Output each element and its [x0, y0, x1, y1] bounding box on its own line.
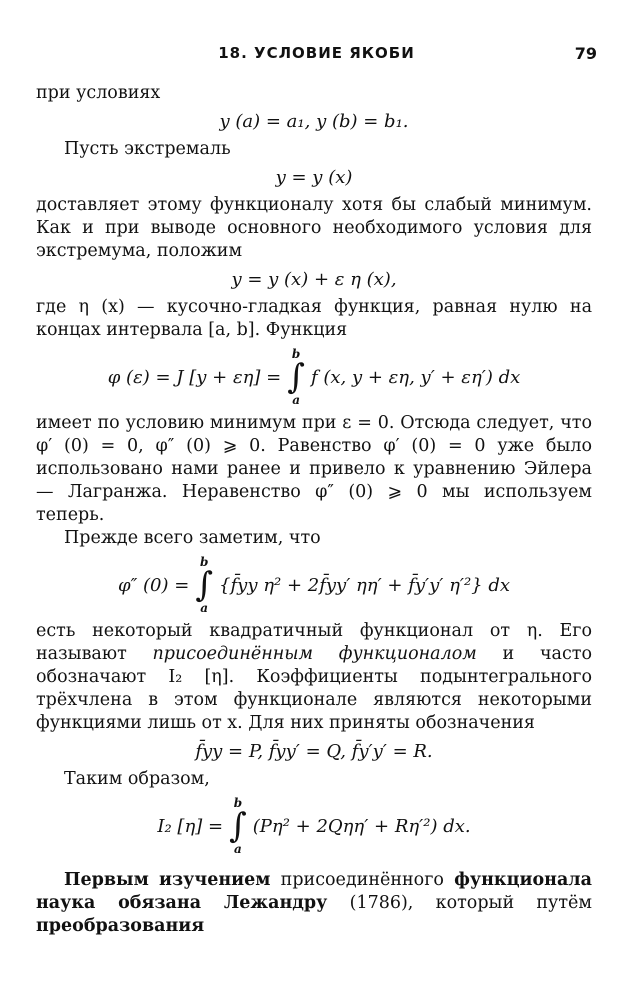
integral-lower-limit: a [200, 601, 209, 615]
paragraph-eta: где η (x) — кусочно-гладкая функция, равная нулю на концах интервала [a, b]. Функция [36, 297, 592, 340]
integral-sign: b ∫ a [229, 796, 247, 856]
formula-notation: f̄yy = P, f̄yy′ = Q, f̄y′y′ = R. [195, 741, 433, 762]
integral-sign: b ∫ a [195, 555, 214, 615]
formula-second-variation-integrand: {f̄yy η² + 2f̄yy′ ηη′ + f̄y′y′ η′²} dx [219, 574, 511, 596]
formula-i2 [36, 797, 592, 855]
text-bold: функционала наука обязана Лежандру [36, 870, 592, 913]
formula-variation: y = y (x) + ε η (x), [231, 269, 397, 290]
formula-second-variation-left: φ″ (0) = [117, 574, 190, 596]
formula-second-variation [36, 556, 592, 614]
paragraph-quadratic-functional [36, 620, 592, 735]
text-bold: Первым [64, 870, 149, 890]
page-number: 79 [574, 44, 597, 63]
text-run: и часто обозначают I₂ [η]. Коэффициенты подынтегрального трёхчлена в этом функционале являются некоторыми функциями лишь от x. Для них приняты обозначения [36, 644, 592, 733]
formula-phi-functional [36, 348, 592, 406]
text-bold: изучением [159, 870, 271, 890]
text-run: присоединённого [270, 870, 455, 890]
paragraph-legendre [36, 869, 592, 938]
term-accessory-functional: присоединённым функционалом [152, 644, 477, 664]
paragraph-conditions-phi: имеет по условию минимум при ε = 0. Отсюда следует, что φ′ (0) = 0, φ″ (0) ⩾ 0. Равенство φ′ (0) = 0 уже было использовано нами ранее и привело к уравнению Эйлера — Лагранжа. Неравенство φ″ (0) ⩾ 0 мы используем теперь. [36, 413, 592, 525]
text-bold: преобразования [36, 916, 205, 936]
paragraph-conditions: при условиях [36, 83, 161, 103]
paragraph-minimum: доставляет этому функционалу хотя бы слабый минимум. Как и при выводе основного необходимого условия для экстремума, положим [36, 195, 592, 261]
integral-upper-limit: b [291, 347, 301, 361]
page-body [36, 82, 592, 938]
formula-boundary-conditions: y (a) = a₁, y (b) = b₁. [219, 111, 409, 132]
integral-upper-limit: b [233, 796, 243, 810]
text-run [149, 870, 159, 890]
paragraph-first-note: Прежде всего заметим, что [64, 528, 321, 548]
formula-phi-integrand: f (x, y + εη, y′ + εη′) dx [310, 366, 521, 388]
integral-sign: b ∫ a [287, 347, 305, 407]
paragraph-extremal: Пусть экстремаль [64, 139, 231, 159]
paragraph-thus: Таким образом, [64, 769, 210, 789]
formula-phi-left: φ (ε) = J [y + εη] = [107, 366, 282, 388]
formula-i2-integrand: (Pη² + 2Qηη′ + Rη′²) dx. [252, 815, 471, 837]
integral-lower-limit: a [234, 842, 242, 856]
formula-extremal: y = y (x) [275, 167, 353, 188]
text-run: (1786), который путём [327, 893, 592, 913]
formula-i2-left: I₂ [η] = [157, 815, 224, 837]
integral-upper-limit: b [199, 555, 209, 569]
integral-lower-limit: a [292, 393, 300, 407]
section-title: 18. УСЛОВИЕ ЯКОБИ [218, 44, 415, 62]
text-run: есть некоторый квадратичный функционал от η. Его называют [36, 621, 592, 664]
running-header [36, 44, 597, 70]
